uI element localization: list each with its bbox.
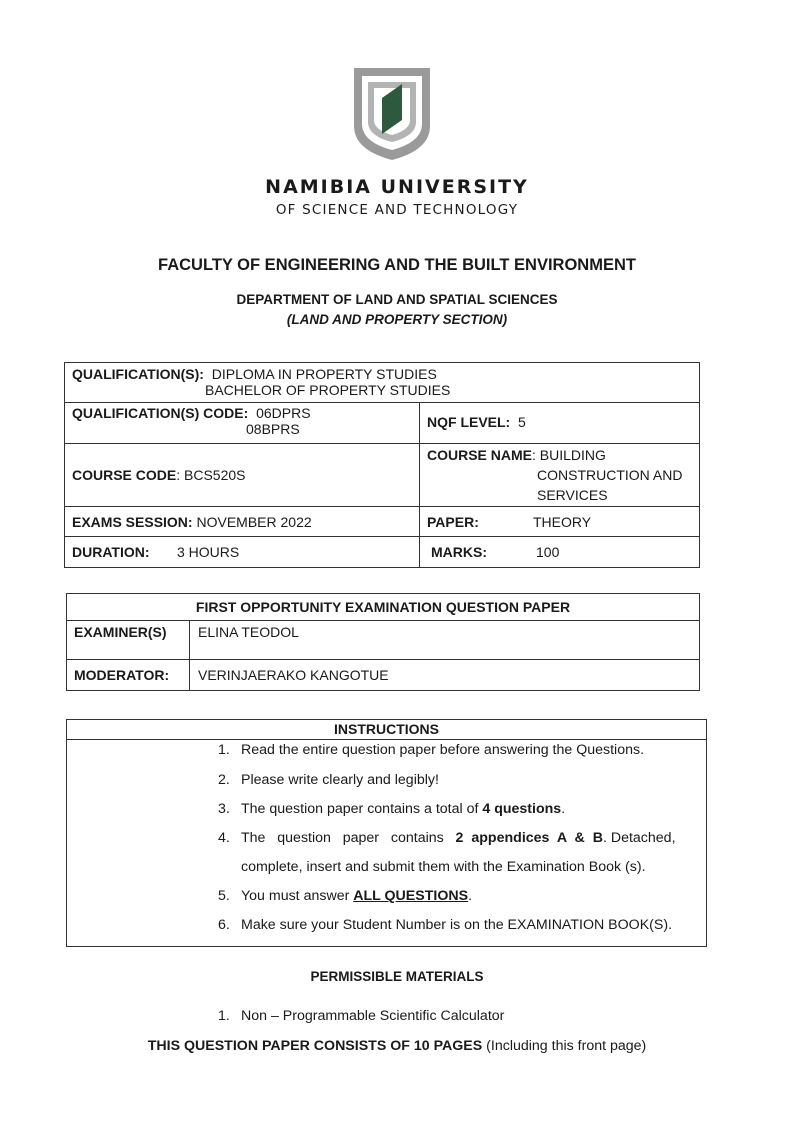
instruction-text-part: The question paper contains a total of [241,801,483,817]
course-code-cell [65,444,420,507]
instruction-text-part: . [561,801,566,817]
instruction-emphasis: 2 appendices A & B [455,830,603,846]
qualification-cell [65,363,700,403]
instruction-word: contains [390,830,444,846]
examiners-table [66,593,700,691]
qualification-1: DIPLOMA IN PROPERTY STUDIES [211,366,437,382]
instruction-text-part: You must answer [241,888,354,904]
instruction-emphasis: 4 questions [482,801,562,817]
university-name: NAMIBIA UNIVERSITY [265,176,529,198]
course-name-2: CONSTRUCTION AND [537,467,683,483]
moderator-value: VERINJAERAKO KANGOTUE [190,660,700,691]
course-details-table [64,362,700,568]
section-title: (LAND AND PROPERTY SECTION) [286,312,508,327]
duration-label: DURATION: [72,544,150,560]
materials-text: Non – Programmable Scientific Calculator [241,1008,505,1024]
examiner-value: ELINA TEODOL [190,621,700,660]
instructions-title: INSTRUCTIONS [67,720,706,740]
course-code-value: : BCS520S [176,467,246,483]
instruction-text [241,830,676,846]
paper-label: PAPER: [427,513,479,530]
paper-value: THEORY [533,513,592,530]
instruction-number: 3. [218,801,230,817]
instruction-text-part: . [468,888,473,904]
course-name-3: SERVICES [537,487,608,503]
nqf-value: 5 [518,414,526,430]
instruction-number: 6. [218,917,230,933]
instruction-number: 5. [218,888,230,904]
university-logo [350,64,434,162]
exam-paper-title: FIRST OPPORTUNITY EXAMINATION QUESTION PAPER [67,594,700,621]
instruction-text [241,888,472,904]
nqf-label: NQF LEVEL: [427,414,511,430]
qualification-code-1: 06DPRS [256,405,311,421]
qualification-label: QUALIFICATION(S): [72,366,204,382]
marks-value: 100 [536,544,560,560]
instruction-number: 1. [218,742,230,758]
qualification-code-cell [65,403,420,444]
marks-label: MARKS: [431,544,487,560]
session-value: NOVEMBER 2022 [196,513,312,530]
instruction-item-4-continued: complete, insert and submit them with the Examination Book (s). [241,859,646,875]
course-name-label: COURSE NAME [427,447,533,463]
instruction-number: 4. [218,830,230,846]
instruction-word: paper [342,830,380,846]
paper-cell [420,507,700,537]
instruction-text-part: . Detached, [602,830,676,846]
materials-number: 1. [218,1008,230,1024]
qualification-code-label: QUALIFICATION(S) CODE: [72,405,249,421]
session-label: EXAMS SESSION: [72,513,193,530]
duration-value: 3 HOURS [177,544,240,560]
nqf-cell [420,403,700,444]
faculty-title: FACULTY OF ENGINEERING AND THE BUILT ENVIRONMENT [158,256,636,274]
duration-cell [65,537,420,568]
materials-title: PERMISSIBLE MATERIALS [310,969,484,984]
page-count-emphasis: THIS QUESTION PAPER CONSISTS OF 10 PAGES [147,1038,483,1054]
instruction-text: Please write clearly and legibly! [241,772,439,788]
course-name-1: : BUILDING [532,447,606,463]
session-cell [65,507,420,537]
course-name-cell [420,444,700,507]
department-title: DEPARTMENT OF LAND AND SPATIAL SCIENCES [236,292,558,307]
qualification-2: BACHELOR OF PROPERTY STUDIES [205,382,451,398]
instruction-text [241,801,565,817]
examiner-label: EXAMINER(S) [67,621,190,660]
instruction-text: Read the entire question paper before answering the Questions. [241,742,645,758]
university-subtitle: OF SCIENCE AND TECHNOLOGY [275,202,519,218]
moderator-label: MODERATOR: [67,660,190,691]
instruction-number: 2. [218,772,230,788]
qualification-code-2: 08BPRS [246,421,300,437]
instruction-text: Make sure your Student Number is on the EXAMINATION BOOK(S). [241,917,673,933]
instruction-word: The [241,830,266,846]
course-code-label: COURSE CODE [72,467,177,483]
instruction-emphasis: ALL QUESTIONS [353,888,469,904]
marks-cell [420,537,700,568]
instruction-word: question [277,830,331,846]
page-count-rest: (Including this front page) [482,1038,647,1054]
page-count-note [0,1038,794,1054]
